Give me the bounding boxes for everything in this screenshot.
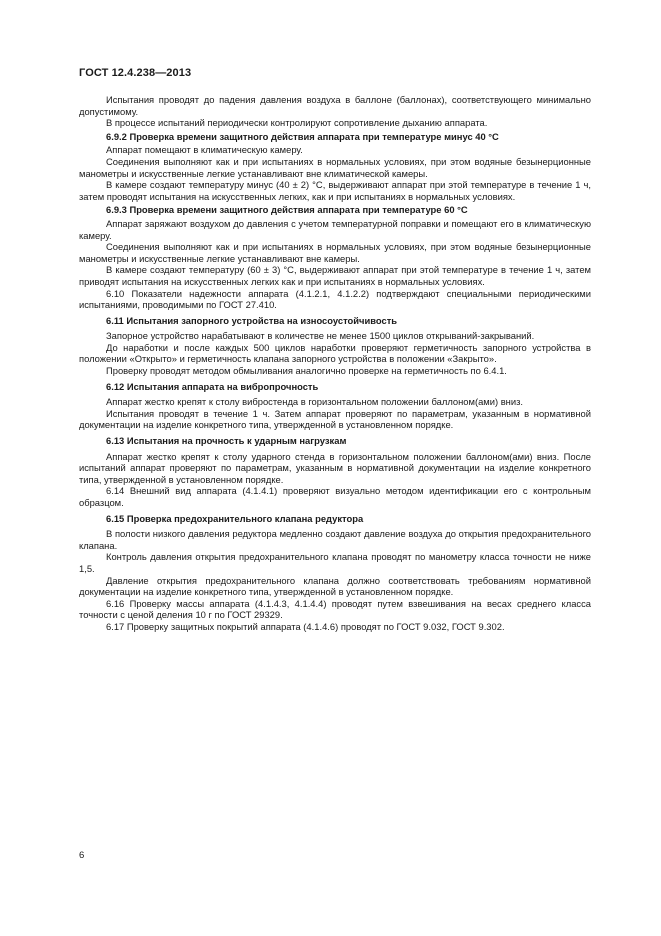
section-heading: 6.15 Проверка предохранительного клапана редуктора (106, 512, 364, 524)
section-heading: 6.11 Испытания запорного устройства на износоустойчивость (106, 314, 398, 326)
paragraph: Соединения выполняют как и при испытаниях в нормальных условиях, при этом водяные безынерционные манометры и искусственные легкие устанавливают вне камеры. (79, 241, 591, 264)
paragraph: В камере создают температуру минус (40 ± 2) °С, выдерживают аппарат при этой температуре в течение 1 ч, затем проводят испытания на искусственных легких, как и при испытаниях в нормальных условиях. (79, 179, 591, 202)
paragraph: 6.17 Проверку защитных покрытий аппарата (4.1.4.6) проводят по ГОСТ 9.032, ГОСТ 9.302. (106, 620, 505, 632)
section-heading: 6.9.3 Проверка времени защитного действия аппарата при температуре 60 °С (106, 204, 468, 216)
paragraph: 6.14 Внешний вид аппарата (4.1.4.1) проверяют визуально методом идентификации его с контрольным образцом. (79, 485, 591, 508)
paragraph: Контроль давления открытия предохранительного клапана проводят по манометру класса точности не ниже 1,5. (79, 551, 591, 574)
paragraph: Испытания проводят в течение 1 ч. Затем аппарат проверяют по параметрам, указанным в нормативной документации на изделие конкретного типа, утвержденной в установленном порядке. (79, 407, 591, 431)
paragraph: Запорное устройство нарабатывают в количестве не менее 1500 циклов открываний-закрываний. (106, 330, 535, 342)
paragraph: Проверку проводят методом обмыливания аналогично проверке на герметичность по 6.4.1. (106, 365, 507, 377)
paragraph: В полости низкого давления редуктора медленно создают давление воздуха до открытия предохранительного клапана. (79, 528, 591, 551)
paragraph: 6.10 Показатели надежности аппарата (4.1.2.1, 4.1.2.2) подтверждают специальными периодическими испытаниями, проводимыми по ГОСТ 27.410. (79, 287, 591, 311)
paragraph: 6.16 Проверку массы аппарата (4.1.4.3, 4.1.4.4) проводят путем взвешивания на весах среднего класса точности с ценой деления 10 г по ГОСТ 29329. (79, 597, 591, 621)
paragraph: Аппарат помещают в климатическую камеру. (106, 144, 303, 156)
page-number: 6 (79, 850, 85, 861)
paragraph: До наработки и после каждых 500 циклов наработки проверяют герметичность запорного устройства в положении «Открыто» и герметичность клапана запорного устройства в положении «Закрыто». (79, 341, 591, 365)
paragraph: Аппарат жестко крепят к столу ударного стенда в горизонтальном положении баллоном(ами) вниз. После испытаний аппарат проверяют по параметрам, указанным в нормативной документации на изделие конкретного типа, утвержденной в установленном порядке. (79, 450, 591, 485)
paragraph: В процессе испытаний периодически контролируют сопротивление дыханию аппарата. (106, 117, 488, 129)
section-heading: 6.13 Испытания на прочность к ударным нагрузкам (106, 435, 347, 447)
paragraph: Аппарат жестко крепят к столу вибростенда в горизонтальном положении баллоном(ами) вниз. (106, 396, 523, 408)
paragraph: В камере создают температуру (60 ± 3) °С, выдерживают аппарат при этой температуре в течение 1 ч, затем приводят испытания на искусственных легких как и при испытаниях в нормальных условиях. (79, 264, 591, 287)
paragraph: Испытания проводят до падения давления воздуха в баллоне (баллонах), соответствующего минимально допустимому. (79, 94, 591, 117)
document-body (79, 94, 591, 633)
paragraph: Соединения выполняют как и при испытаниях в нормальных условиях, при этом водяные безынерционные манометры и искусственные легкие устанавливают вне климатической камеры. (79, 155, 591, 179)
paragraph: Аппарат заряжают воздухом до давления с учетом температурной поправки и помещают его в климатическую камеру. (79, 217, 591, 241)
section-heading: 6.12 Испытания аппарата на вибропрочность (106, 380, 319, 392)
document-header: ГОСТ 12.4.238—2013 (79, 67, 192, 79)
paragraph: Давление открытия предохранительного клапана должно соответствовать требованиям нормативной документации на изделие конкретного типа, утвержденной в установленном порядке. (79, 574, 591, 598)
section-heading: 6.9.2 Проверка времени защитного действия аппарата при температуре минус 40 °С (106, 130, 499, 142)
